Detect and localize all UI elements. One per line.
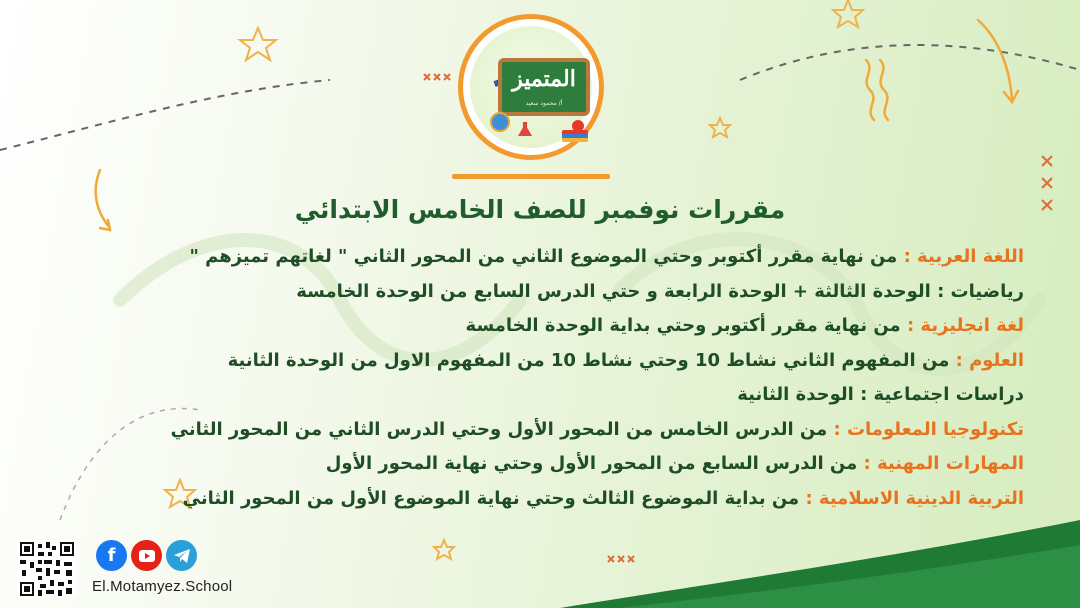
subject-label: المهارات المهنية :	[863, 453, 1024, 474]
subject-content: من الدرس الخامس من المحور الأول وحتي الدرس الثاني من المحور الثاني	[170, 418, 834, 440]
telegram-icon[interactable]	[166, 540, 197, 571]
logo-badge	[470, 26, 592, 148]
globe-icon	[490, 112, 510, 132]
subject-content: من نهاية مقرر أكتوبر وحتي الموضوع الثاني من المحور الثاني " لغاتهم تميزهم "	[189, 246, 904, 267]
subject-content: من نهاية مقرر أكتوبر وحتي بداية الوحدة الخامسة	[465, 315, 907, 336]
subject-content: من المفهوم الثاني نشاط 10 وحتي نشاط 10 من المفهوم الاول من الوحدة الثانية	[227, 349, 956, 371]
apple-icon	[572, 120, 584, 132]
logo-brand-text: المتميز	[512, 66, 576, 92]
subject-label: لغة انجليزية :	[906, 315, 1024, 336]
brand-logo	[458, 14, 604, 160]
subject-row	[34, 413, 1024, 448]
subject-row	[34, 447, 1024, 482]
facebook-icon[interactable]: f	[96, 540, 127, 571]
subject-content: من بداية الموضوع الثالث وحتي نهاية الموضوع الأول من المحور الثاني	[182, 487, 806, 509]
chalkboard-icon	[498, 58, 590, 116]
page-title: مقررات نوفمبر للصف الخامس الابتدائي	[294, 195, 786, 224]
books-icon	[562, 130, 588, 142]
subject-label: التربية الدينية الاسلامية :	[805, 487, 1024, 509]
logo-underline	[452, 174, 610, 179]
subject-row	[34, 482, 1024, 517]
subject-row	[34, 309, 1024, 344]
logo-subtitle: أ/ محمود سعيد	[525, 100, 563, 107]
subject-label: رياضيات :	[937, 280, 1024, 302]
flask-icon	[518, 122, 532, 136]
subjects-list	[34, 240, 1024, 516]
subject-label: اللغة العربية :	[903, 246, 1024, 267]
social-handle[interactable]: El.Motamyez.School	[92, 578, 233, 595]
subject-content: الوحدة الثانية	[737, 384, 861, 405]
subject-row	[34, 240, 1024, 275]
subject-row	[34, 378, 1024, 413]
subject-label: دراسات اجتماعية :	[860, 384, 1024, 405]
subject-row	[34, 344, 1024, 379]
subject-row	[34, 275, 1024, 310]
social-links	[96, 540, 197, 571]
qr-code-icon[interactable]	[18, 540, 76, 598]
subject-label: العلوم :	[955, 349, 1024, 371]
subject-label: تكنولوجيا المعلومات :	[833, 418, 1024, 440]
subject-content: من الدرس السابع من المحور الأول وحتي نهاية المحور الأول	[325, 453, 864, 474]
youtube-icon[interactable]	[131, 540, 162, 571]
subject-content: الوحدة الثالثة + الوحدة الرابعة و حتي الدرس السابع من الوحدة الخامسة	[296, 280, 938, 302]
